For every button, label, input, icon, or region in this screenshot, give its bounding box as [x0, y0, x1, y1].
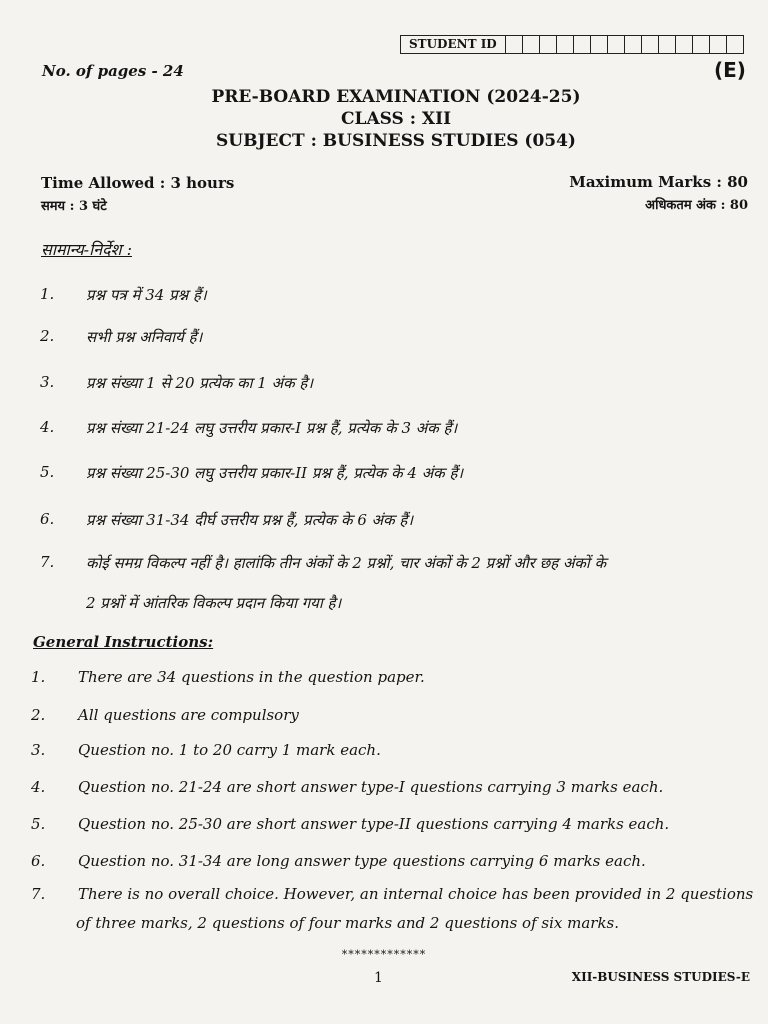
item-text-continued: 2 प्रश्नों में आंतरिक विकल्प प्रदान किया गया है।: [86, 594, 342, 612]
item-number: 2.: [31, 706, 46, 724]
student-id-cell: [608, 36, 625, 53]
item-text: All questions are compulsory: [78, 706, 299, 724]
item-text: Question no. 21-24 are short answer type-I questions carrying 3 marks each.: [78, 778, 664, 796]
item-number: 4.: [31, 778, 46, 796]
item-text: प्रश्न पत्र में 34 प्रश्न हैं।: [86, 286, 207, 304]
paper-code: (E): [714, 58, 746, 82]
student-id-cell: [693, 36, 710, 53]
item-number: 3.: [40, 373, 55, 391]
item-text: Question no. 1 to 20 carry 1 mark each.: [78, 741, 381, 759]
item-text: प्रश्न संख्या 25-30 लघु उत्तरीय प्रकार-II प्रश्न हैं, प्रत्येक के 4 अंक हैं।: [86, 464, 464, 482]
item-text: Question no. 25-30 are short answer type-II questions carrying 4 marks each.: [78, 815, 670, 833]
item-text: There are 34 questions in the question paper.: [78, 668, 425, 686]
item-text: प्रश्न संख्या 21-24 लघु उत्तरीय प्रकार-I प्रश्न हैं, प्रत्येक के 3 अंक हैं।: [86, 419, 458, 437]
subject-line: SUBJECT : BUSINESS STUDIES (054): [216, 131, 576, 151]
student-id-cell: [540, 36, 557, 53]
item-text: प्रश्न संख्या 31-34 दीर्घ उत्तरीय प्रश्न हैं, प्रत्येक के 6 अंक हैं।: [86, 511, 414, 529]
item-number: 2.: [40, 327, 55, 345]
hindi-instructions-heading: सामान्य-निर्देश :: [41, 240, 132, 259]
item-text: प्रश्न संख्या 1 से 20 प्रत्येक का 1 अंक है।: [86, 374, 314, 392]
student-id-label: STUDENT ID: [401, 36, 506, 53]
item-text: Question no. 31-34 are long answer type questions carrying 6 marks each.: [78, 852, 646, 870]
time-allowed-hi: समय : 3 घंटे: [41, 199, 107, 214]
item-number: 5.: [40, 463, 55, 481]
student-id-box: [400, 35, 744, 54]
item-text: कोई समग्र विकल्प नहीं है। हालांकि तीन अंकों के 2 प्रश्नों, चार अंकों के 2 प्रश्नों और छह अंकों के: [86, 554, 607, 572]
item-number: 4.: [40, 418, 55, 436]
footer-label: XII-BUSINESS STUDIES-E: [571, 970, 750, 984]
time-allowed-en: Time Allowed : 3 hours: [41, 174, 235, 192]
item-number: 7.: [31, 885, 46, 903]
item-number: 3.: [31, 741, 46, 759]
student-id-cell: [557, 36, 574, 53]
student-id-cell: [676, 36, 693, 53]
end-separator: *************: [341, 948, 427, 961]
general-instructions-heading: General Instructions:: [33, 633, 214, 651]
student-id-cell: [642, 36, 659, 53]
item-text: सभी प्रश्न अनिवार्य हैं।: [86, 328, 203, 346]
page-number: 1: [374, 970, 383, 986]
student-id-cell: [523, 36, 540, 53]
exam-header: [0, 86, 768, 152]
student-id-cell: [591, 36, 608, 53]
item-number: 5.: [31, 815, 46, 833]
student-id-cell: [659, 36, 676, 53]
student-id-cell: [710, 36, 727, 53]
max-marks-hi: अधिकतम अंक : 80: [645, 198, 748, 213]
item-number: 6.: [31, 852, 46, 870]
item-number: 6.: [40, 510, 55, 528]
item-text-continued: of three marks, 2 questions of four marks and 2 questions of six marks.: [76, 914, 620, 932]
item-number: 1.: [40, 285, 55, 303]
class-line: CLASS : XII: [340, 109, 452, 129]
exam-title: PRE-BOARD EXAMINATION (2024-25): [211, 87, 581, 107]
student-id-cell: [727, 36, 743, 53]
item-text: There is no overall choice. However, an internal choice has been provided in 2 questions: [78, 885, 754, 903]
page-count-note: No. of pages - 24: [42, 62, 184, 80]
student-id-cell: [574, 36, 591, 53]
max-marks-en: Maximum Marks : 80: [569, 173, 748, 191]
item-number: 1.: [31, 668, 46, 686]
item-number: 7.: [40, 553, 55, 571]
student-id-cell: [506, 36, 523, 53]
student-id-cell: [625, 36, 642, 53]
